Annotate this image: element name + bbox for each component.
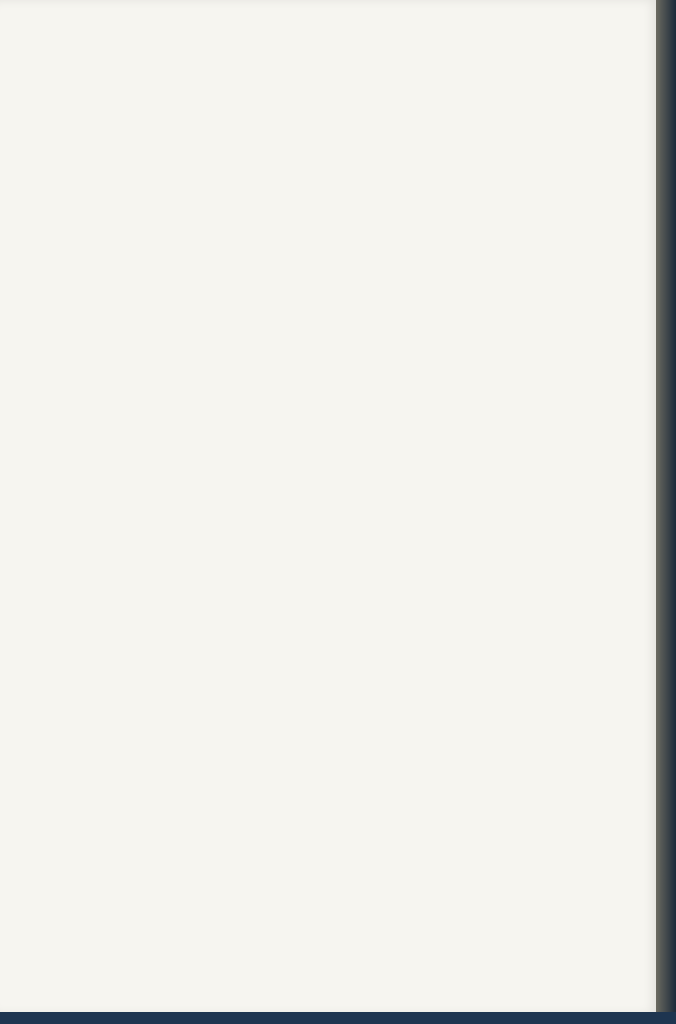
- book-cover-edge: [0, 1012, 676, 1024]
- book-spine: [656, 0, 676, 1024]
